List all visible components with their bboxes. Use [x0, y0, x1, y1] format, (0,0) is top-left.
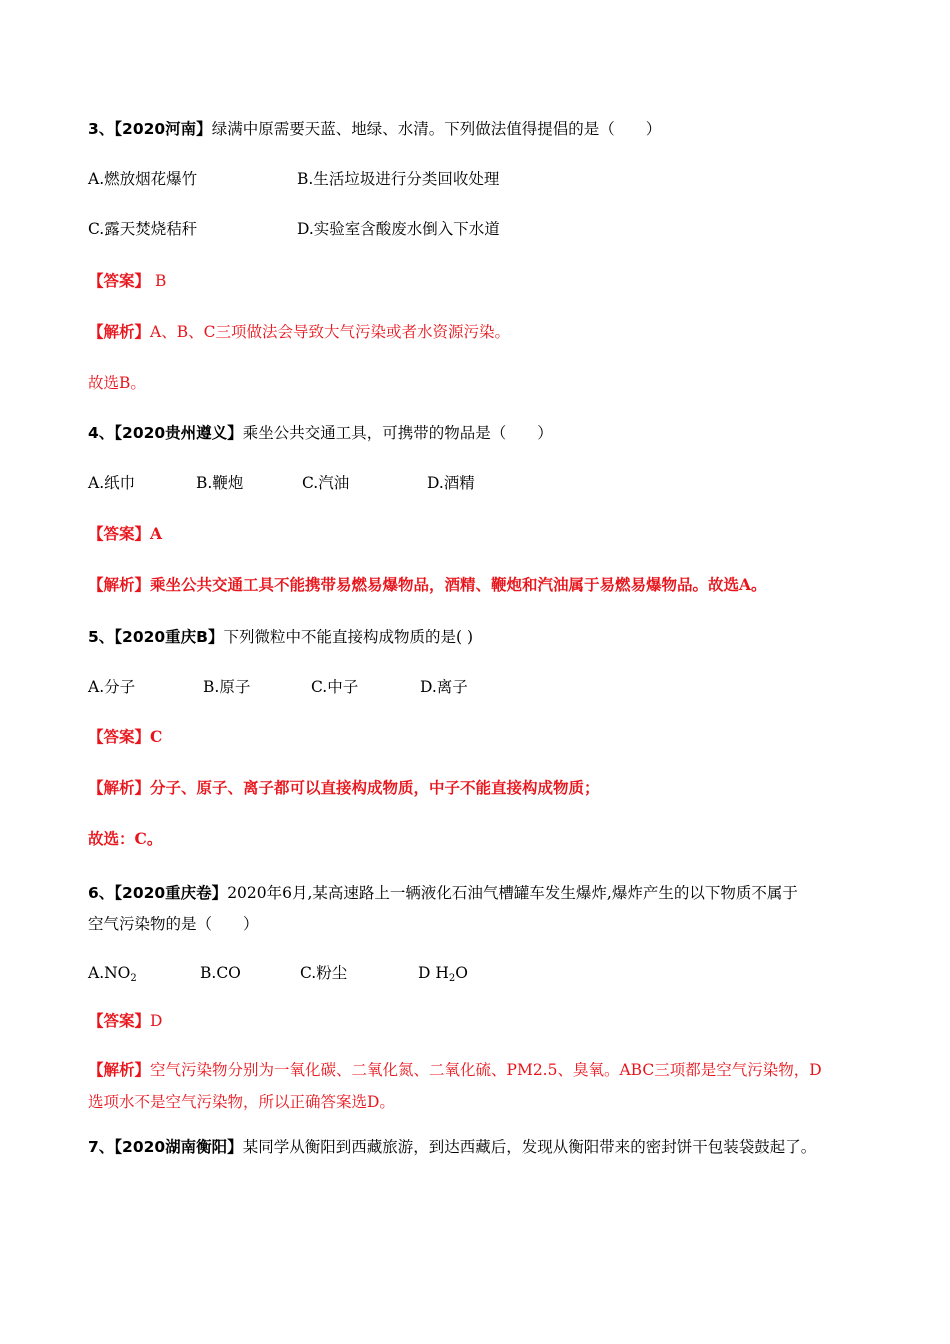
question-3-stem — [88, 119, 661, 139]
question-number: 6、 — [88, 884, 115, 902]
option-c: C.粉尘 — [300, 964, 348, 982]
option-d-text: D H — [418, 964, 449, 982]
answer-label: 【答案】 — [88, 271, 151, 290]
option-a: A.分子 — [88, 678, 136, 696]
question-text: 绿满中原需要天蓝、地绿、水清。下列做法值得提倡的是（ ） — [211, 120, 662, 138]
analysis-text: 乘坐公共交通工具不能携带易燃易爆物品，酒精、鞭炮和汽油属于易燃易爆物品。故选A。 — [150, 575, 767, 594]
analysis-line — [88, 1060, 822, 1080]
option-b: B.生活垃圾进行分类回收处理 — [297, 170, 500, 188]
analysis-label: 【解析】 — [88, 575, 151, 594]
answer-line — [88, 271, 166, 291]
option-d: D.酒精 — [427, 474, 475, 492]
option-c: C.中子 — [311, 678, 359, 696]
question-number: 3、 — [88, 120, 115, 138]
question-6-stem — [88, 883, 798, 903]
question-text: 乘坐公共交通工具，可携带的物品是（ ） — [242, 424, 553, 442]
option-b: B.原子 — [203, 678, 251, 696]
answer-value: A — [150, 524, 163, 543]
question-source-tag: 【2020重庆卷】 — [114, 884, 228, 902]
answer-line — [88, 524, 162, 544]
option-a-subscript: 2 — [130, 973, 137, 984]
answer-value: B — [150, 272, 167, 290]
question-number: 4、 — [88, 424, 115, 442]
option-d: D.实验室含酸废水倒入下水道 — [297, 220, 500, 238]
answer-value: D — [150, 1012, 163, 1030]
conclusion-text: 故选B。 — [88, 374, 146, 392]
question-source-tag: 【2020湖南衡阳】 — [114, 1138, 243, 1156]
option-d-subscript: 2 — [448, 973, 456, 984]
question-source-tag: 【2020贵州遵义】 — [114, 424, 243, 442]
option-a-text: A.NO — [88, 964, 131, 982]
option-c: C.汽油 — [302, 474, 350, 492]
analysis-text: 空气污染物分别为一氧化碳、二氧化氮、二氧化硫、PM2.5、臭氧。ABC三项都是空气污染物，D — [150, 1061, 822, 1079]
question-text: 下列微粒中不能直接构成物质的是( ) — [223, 628, 474, 646]
option-b: B.CO — [200, 964, 241, 982]
conclusion-text: 故选：C。 — [88, 829, 163, 848]
analysis-text: 分子、原子、离子都可以直接构成物质，中子不能直接构成物质； — [150, 778, 600, 797]
question-text-continued: 空气污染物的是（ ） — [88, 915, 259, 933]
option-a — [88, 963, 137, 983]
answer-label: 【答案】 — [88, 524, 151, 543]
question-number: 5、 — [88, 628, 115, 646]
option-c: C.露天焚烧秸秆 — [88, 220, 198, 238]
answer-label: 【答案】 — [88, 727, 151, 746]
analysis-line — [88, 575, 767, 595]
analysis-label: 【解析】 — [88, 1060, 151, 1079]
analysis-label: 【解析】 — [88, 778, 151, 797]
option-a: A.纸巾 — [88, 474, 136, 492]
question-text: 2020年6月,某高速路上一辆液化石油气槽罐车发生爆炸,爆炸产生的以下物质不属于 — [227, 884, 798, 902]
question-number: 7、 — [88, 1138, 115, 1156]
analysis-label: 【解析】 — [88, 322, 151, 341]
answer-value: C — [150, 727, 163, 746]
analysis-text-continued: 选项水不是空气污染物，所以正确答案选D。 — [88, 1093, 395, 1111]
answer-line — [88, 1011, 162, 1031]
option-a: A.燃放烟花爆竹 — [88, 170, 198, 188]
question-text: 某同学从衡阳到西藏旅游，到达西藏后，发现从衡阳带来的密封饼干包装袋鼓起了。 — [242, 1138, 817, 1156]
option-d-text-end: O — [455, 964, 468, 982]
analysis-line — [88, 778, 600, 798]
analysis-line — [88, 322, 510, 342]
answer-line — [88, 727, 162, 747]
analysis-text: A、B、C三项做法会导致大气污染或者水资源污染。 — [150, 323, 510, 341]
answer-label: 【答案】 — [88, 1011, 151, 1030]
option-d: D.离子 — [420, 678, 468, 696]
question-5-stem — [88, 627, 473, 647]
option-b: B.鞭炮 — [196, 474, 244, 492]
question-4-stem — [88, 423, 553, 443]
option-d — [418, 963, 468, 983]
question-7-stem — [88, 1137, 816, 1157]
question-source-tag: 【2020重庆B】 — [114, 628, 224, 646]
question-source-tag: 【2020河南】 — [114, 120, 212, 138]
